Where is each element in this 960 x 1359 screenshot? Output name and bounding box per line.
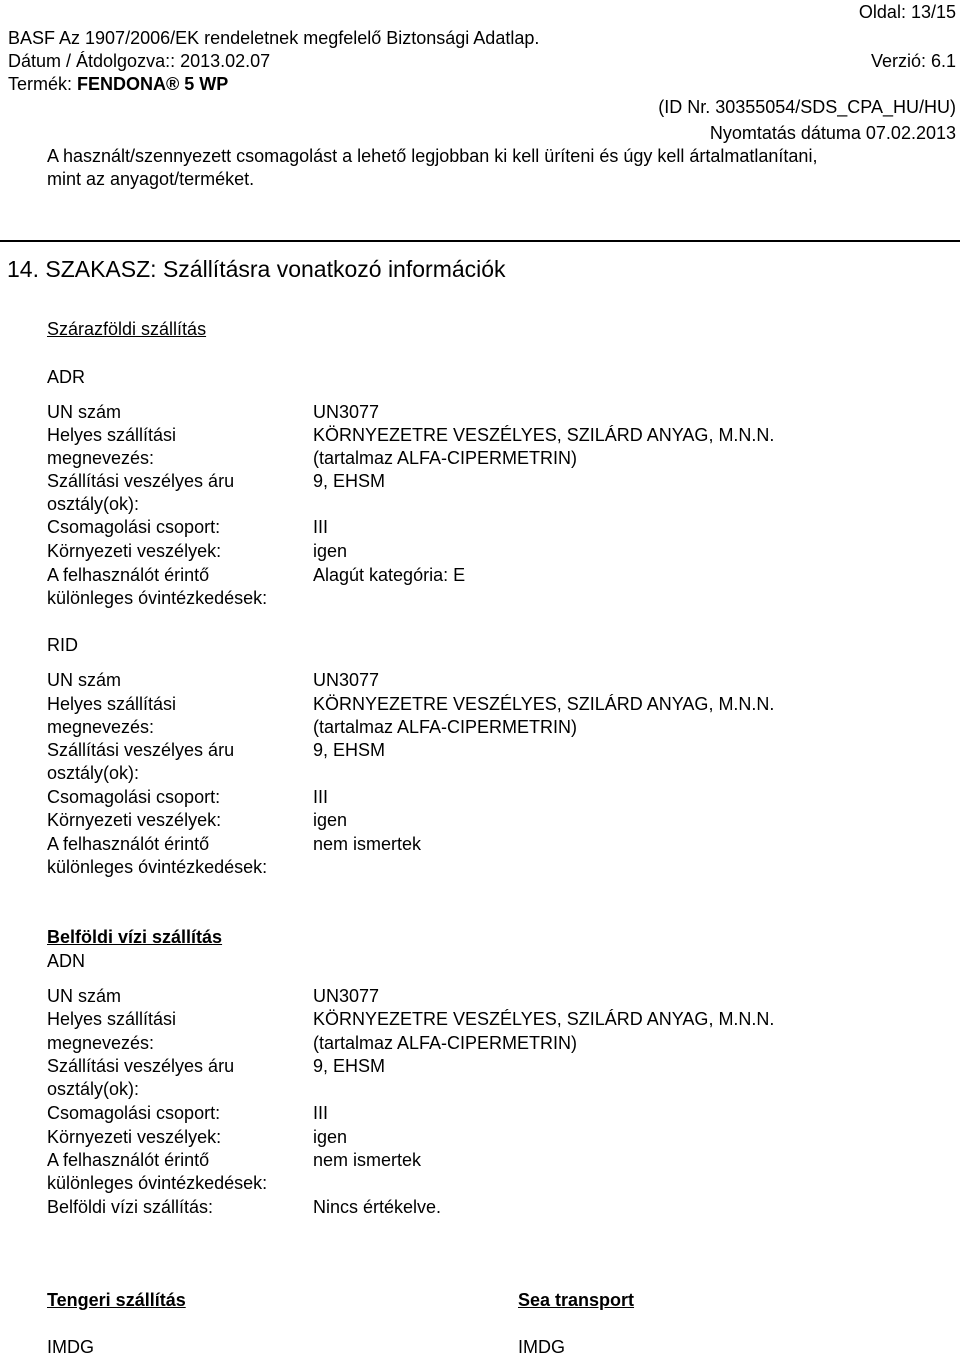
- adr-name-label-2: megnevezés:: [47, 448, 155, 468]
- regulation-title: BASF Az 1907/2006/EK rendeletnek megfelelő Biztonsági Adatlap.: [8, 28, 540, 48]
- adn-name-value-1: KÖRNYEZETRE VESZÉLYES, SZILÁRD ANYAG, M.N.N.: [313, 1009, 775, 1029]
- rid-pg-value: III: [313, 787, 329, 807]
- adn-pg-value: III: [313, 1103, 329, 1123]
- document-id: (ID Nr. 30355054/SDS_CPA_HU/HU): [658, 97, 956, 117]
- product-line: [8, 73, 228, 95]
- rid-name-label-2: megnevezés:: [47, 717, 155, 737]
- adr-un-value: UN3077: [313, 402, 380, 422]
- intro-line-2: mint az anyagot/terméket.: [47, 169, 255, 189]
- adr-prec-label-1: A felhasználót érintő: [47, 565, 210, 585]
- land-transport-heading: Szárazföldi szállítás: [47, 319, 207, 339]
- adn-prec-label-2: különleges óvintézkedések:: [47, 1173, 268, 1193]
- rid-prec-label-1: A felhasználót érintő: [47, 834, 210, 854]
- adr-name-value-1: KÖRNYEZETRE VESZÉLYES, SZILÁRD ANYAG, M.N.N.: [313, 425, 775, 445]
- adn-un-label: UN szám: [47, 986, 122, 1006]
- adr-env-value: igen: [313, 541, 348, 561]
- adr-env-label: Környezeti veszélyek:: [47, 541, 222, 561]
- adn-class-label-1: Szállítási veszélyes áru: [47, 1056, 235, 1076]
- adn-un-value: UN3077: [313, 986, 380, 1006]
- page-number: Oldal: 13/15: [858, 2, 956, 22]
- product-name: FENDONA® 5 WP: [77, 74, 229, 94]
- adn-class-value: 9, EHSM: [313, 1056, 386, 1076]
- adr-class-label-1: Szállítási veszélyes áru: [47, 471, 235, 491]
- adn-pg-label: Csomagolási csoport:: [47, 1103, 221, 1123]
- rid-pg-label: Csomagolási csoport:: [47, 787, 221, 807]
- adr-name-value-2: (tartalmaz ALFA-CIPERMETRIN): [313, 448, 578, 468]
- rid-class-label-1: Szállítási veszélyes áru: [47, 740, 235, 760]
- rid-name-value-1: KÖRNYEZETRE VESZÉLYES, SZILÁRD ANYAG, M.N.N.: [313, 694, 775, 714]
- adr-prec-label-2: különleges óvintézkedések:: [47, 588, 268, 608]
- intro-line-1: A használt/szennyezett csomagolást a lehető legjobban ki kell üríteni és úgy kell ártalmatlanítani,: [47, 146, 818, 166]
- adr-class-value: 9, EHSM: [313, 471, 386, 491]
- adn-prec-value: nem ismertek: [313, 1150, 422, 1170]
- rid-un-label: UN szám: [47, 670, 122, 690]
- rid-prec-value: nem ismertek: [313, 834, 422, 854]
- adn-prec-label-1: A felhasználót érintő: [47, 1150, 210, 1170]
- print-date: Nyomtatás dátuma 07.02.2013: [709, 123, 956, 143]
- rid-env-value: igen: [313, 810, 348, 830]
- rid-heading: RID: [47, 635, 78, 655]
- adn-heading: ADN: [47, 951, 86, 971]
- rid-name-value-2: (tartalmaz ALFA-CIPERMETRIN): [313, 717, 578, 737]
- adn-class-label-2: osztály(ok):: [47, 1079, 140, 1099]
- adr-name-label-1: Helyes szállítási: [47, 425, 177, 445]
- adn-env-value: igen: [313, 1127, 348, 1147]
- imdg-heading-right: IMDG: [518, 1337, 565, 1357]
- revision-date: Dátum / Átdolgozva:: 2013.02.07: [8, 51, 271, 71]
- adr-class-label-2: osztály(ok):: [47, 494, 140, 514]
- sea-transport-heading-en: Sea transport: [518, 1290, 635, 1310]
- product-prefix: Termék:: [8, 74, 78, 94]
- section-title: 14. SZAKASZ: Szállításra vonatkozó információk: [7, 256, 506, 282]
- rid-name-label-1: Helyes szállítási: [47, 694, 177, 714]
- adr-heading: ADR: [47, 367, 86, 387]
- adr-pg-value: III: [313, 517, 329, 537]
- section-divider: [0, 240, 960, 242]
- rid-env-label: Környezeti veszélyek:: [47, 810, 222, 830]
- adn-inland-value: Nincs értékelve.: [313, 1197, 442, 1217]
- version: Verzió: 6.1: [870, 51, 956, 71]
- rid-prec-label-2: különleges óvintézkedések:: [47, 857, 268, 877]
- rid-class-label-2: osztály(ok):: [47, 763, 140, 783]
- sea-transport-heading-hu: Tengeri szállítás: [47, 1290, 186, 1310]
- adr-pg-label: Csomagolási csoport:: [47, 517, 221, 537]
- adr-prec-value: Alagút kategória: E: [313, 565, 466, 585]
- rid-un-value: UN3077: [313, 670, 380, 690]
- imdg-heading-left: IMDG: [47, 1337, 94, 1357]
- adn-inland-label: Belföldi vízi szállítás:: [47, 1197, 214, 1217]
- adn-env-label: Környezeti veszélyek:: [47, 1127, 222, 1147]
- adn-name-value-2: (tartalmaz ALFA-CIPERMETRIN): [313, 1033, 578, 1053]
- adn-name-label-1: Helyes szállítási: [47, 1009, 177, 1029]
- adr-un-label: UN szám: [47, 402, 122, 422]
- adn-name-label-2: megnevezés:: [47, 1033, 155, 1053]
- inland-transport-heading: Belföldi vízi szállítás: [47, 927, 223, 947]
- rid-class-value: 9, EHSM: [313, 740, 386, 760]
